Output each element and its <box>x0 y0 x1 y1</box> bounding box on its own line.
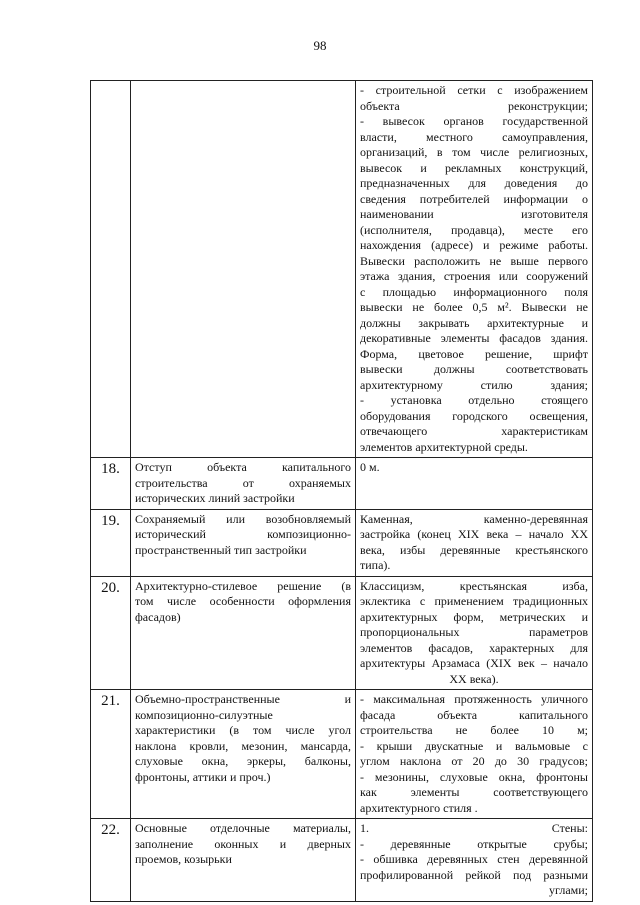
requirement-line: оборудования городского освещения, <box>360 408 588 423</box>
parameter-name-line: строительства от охраняемых <box>135 475 351 490</box>
requirement-line: этажа здания, строения или сооружений <box>360 269 588 283</box>
requirement-line: XX века). <box>449 671 499 686</box>
parameter-name-line: исторический композиционно- <box>135 527 351 541</box>
requirement-line: застройка (конец XIX века – начало XX <box>360 527 588 541</box>
parameter-name-line: том числе особенности оформления <box>135 594 351 608</box>
row-number: 22. <box>91 819 131 902</box>
requirement-line: фасада объекта капитального <box>360 707 588 722</box>
requirement-line: вывесок и рекламных конструкций, <box>360 160 588 175</box>
parameter-name-line: Сохраняемый или возобновляемый <box>135 511 351 526</box>
parameter-name-cell <box>131 690 356 819</box>
requirement-line: - мезонины, слуховые окна, фронтоны <box>360 769 588 784</box>
parameter-name-cell <box>131 576 356 690</box>
parameter-name-line: слуховые окна, эркеры, балконы, <box>135 754 351 768</box>
requirement-line: - крыши двускатные и вальмовые с <box>360 738 588 753</box>
requirement-cell <box>356 690 593 819</box>
requirement-cell <box>356 509 593 576</box>
parameter-name-line: исторических линий застройки <box>135 491 295 505</box>
parameter-name-line: Архитектурно-стилевое решение (в <box>135 578 351 593</box>
requirement-line: профилированной рейкой под разными <box>360 867 588 882</box>
requirement-line: архитектурных форм, метрических и <box>360 609 588 624</box>
parameter-name-line: пространственный тип застройки <box>135 542 307 557</box>
requirement-line: элементов фасадов, характерных для <box>360 640 588 655</box>
requirement-line: - установка отдельно стоящего <box>360 393 588 407</box>
parameter-name-cell <box>131 458 356 510</box>
page-number: 98 <box>313 38 327 53</box>
parameter-name-line: Основные отделочные материалы, <box>135 821 351 835</box>
requirement-line: вывески должны соответствовать <box>360 362 588 376</box>
requirement-line: строительства не более 10 м; <box>360 723 588 737</box>
requirement-line: пропорциональных параметров <box>360 625 588 639</box>
table-row <box>91 458 593 510</box>
requirement-line: архитектурного стиля . <box>360 800 478 815</box>
table-row <box>91 690 593 819</box>
requirement-line: элементов архитектурной среды. <box>360 439 528 454</box>
requirement-line: - обшивка деревянных стен деревянной <box>360 852 588 866</box>
requirement-line: типа). <box>360 558 391 572</box>
parameter-name-line: заполнение оконных и дверных <box>135 836 351 851</box>
parameter-name-line: фронтоны, аттики и проч.) <box>135 769 271 784</box>
requirement-line: с площадью информационного поля <box>360 284 588 299</box>
row-number: 18. <box>91 458 131 510</box>
requirement-line: объекта реконструкции; <box>360 98 588 113</box>
requirement-line: Каменная, каменно-деревянная <box>360 511 588 526</box>
requirement-cell <box>356 458 593 510</box>
table-row <box>91 509 593 576</box>
requirement-cell <box>356 81 593 458</box>
parameter-name-cell <box>131 819 356 902</box>
row-number: 19. <box>91 509 131 576</box>
requirement-line: 1. Стены: <box>360 821 588 835</box>
table-row <box>91 81 593 458</box>
requirement-line: - строительной сетки с изображением <box>360 83 588 97</box>
requirement-line: предназначенных для доведения до <box>360 176 588 190</box>
requirement-line: вывески не более 0,5 м². Вывески не <box>360 300 588 314</box>
requirement-line: архитектурному стилю здания; <box>360 377 588 392</box>
requirement-line: - вывесок органов государственной <box>360 114 588 128</box>
requirement-line: декоративные элементы фасадов здания. <box>360 331 588 345</box>
requirement-line: - максимальная протяженность уличного <box>360 692 588 706</box>
table-row <box>91 819 593 902</box>
parameter-name-line: Объемно-пространственные и <box>135 692 351 706</box>
parameter-name-line: проемов, козырьки <box>135 852 232 866</box>
requirement-line: отвечающего характеристикам <box>360 424 588 438</box>
table-row <box>91 576 593 690</box>
row-number <box>91 81 131 458</box>
row-number: 21. <box>91 690 131 819</box>
requirement-line: как элементы соответствующего <box>360 785 588 799</box>
requirement-line: углами; <box>549 883 588 897</box>
requirement-line: углом наклона от 20 до 30 градусов; <box>360 754 588 768</box>
requirement-cell <box>356 819 593 902</box>
requirement-line: Классицизм, крестьянская изба, <box>360 578 588 593</box>
requirement-line: эклектика с применением традиционных <box>360 594 588 608</box>
parameter-name-cell <box>131 81 356 458</box>
parameter-name-cell <box>131 509 356 576</box>
parameter-name-line: Отступ объекта капитального <box>135 460 351 474</box>
requirement-line: наименовании изготовителя <box>360 207 588 221</box>
requirement-line: Форма, цветовое решение, шрифт <box>360 346 588 361</box>
requirement-line: Вывески расположить не выше первого <box>360 253 588 268</box>
requirement-cell <box>356 576 593 690</box>
row-number: 20. <box>91 576 131 690</box>
requirement-line: сведения потребителей информации о <box>360 191 588 206</box>
requirement-line: организаций, в том числе религиозных, <box>360 145 588 159</box>
requirement-line: должны закрывать архитектурные и <box>360 315 588 330</box>
requirement-line: власти, местного самоуправления, <box>360 129 588 144</box>
parameter-name-line: характеристики (в том числе угол <box>135 723 351 737</box>
requirement-line: архитектуры Арзамаса (XIX век – начало <box>360 656 588 670</box>
parameter-name-line: наклона кровли, мезонин, мансарда, <box>135 738 351 753</box>
requirement-line: нахождения (адресе) и режиме работы. <box>360 238 588 252</box>
requirements-table <box>90 80 593 902</box>
parameter-name-line: фасадов) <box>135 609 181 624</box>
requirement-line: века, избы деревянные крестьянского <box>360 542 588 557</box>
requirement-line: (исполнителя, продавца), месте его <box>360 222 588 237</box>
parameter-name-line: композиционно-силуэтные <box>135 707 273 722</box>
requirement-line: 0 м. <box>360 460 380 474</box>
requirement-line: - деревянные открытые срубы; <box>360 836 588 851</box>
